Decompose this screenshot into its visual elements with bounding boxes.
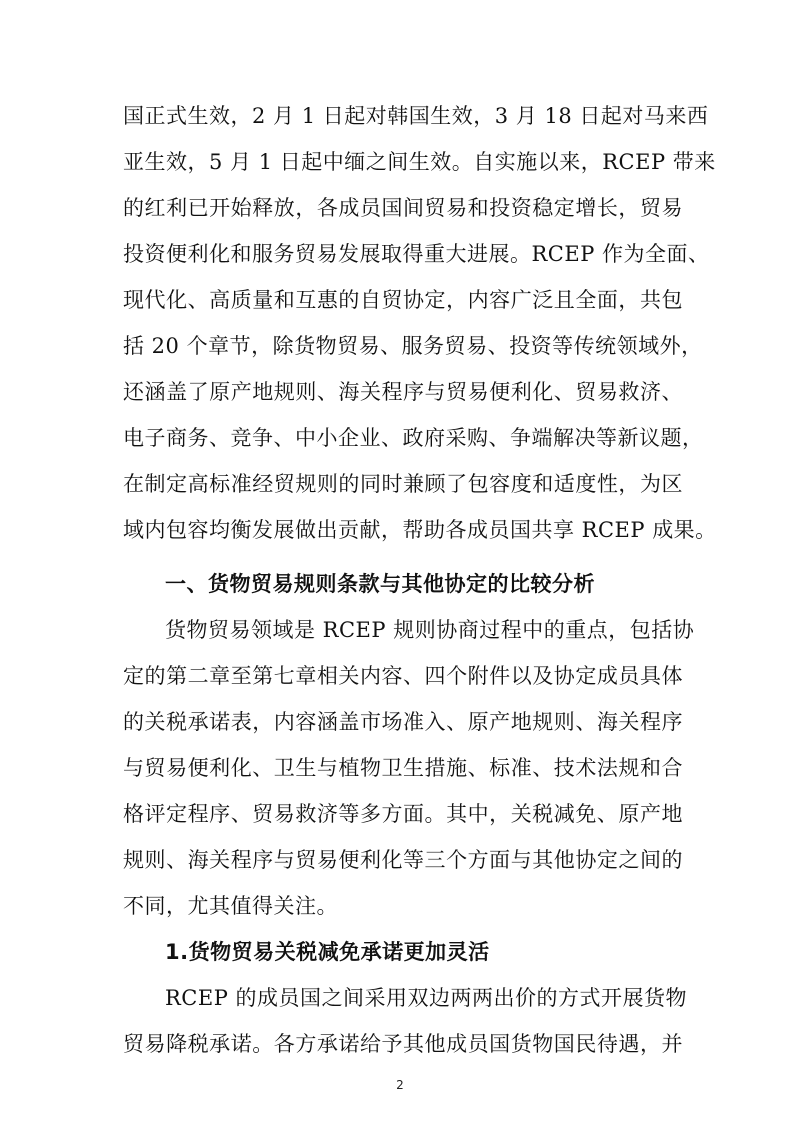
- text-line: 的关税承诺表，内容涵盖市场准入、原产地规则、海关程序: [123, 710, 683, 734]
- text-line: RCEP 的成员国之间采用双边两两出价的方式开展货物: [165, 986, 688, 1010]
- text-line: 的红利已开始释放，各成员国间贸易和投资稳定增长，贸易: [123, 196, 683, 220]
- text-line: 国正式生效，2 月 1 日起对韩国生效，3 月 18 日起对马来西: [123, 104, 709, 128]
- text-line: 括 20 个章节，除货物贸易、服务贸易、投资等传统领域外，: [123, 334, 703, 358]
- text-line: 域内包容均衡发展做出贡献，帮助各成员国共享 RCEP 成果。: [123, 518, 717, 542]
- text-line: 投资便利化和服务贸易发展取得重大进展。RCEP 作为全面、: [123, 242, 710, 266]
- text-line: 电子商务、竞争、中小企业、政府采购、争端解决等新议题，: [123, 426, 704, 450]
- text-line: 亚生效，5 月 1 日起中缅之间生效。自实施以来，RCEP 带来: [123, 150, 716, 174]
- text-line: 还涵盖了原产地规则、海关程序与贸易便利化、贸易救济、: [123, 380, 683, 404]
- page-number: 2: [396, 1078, 404, 1092]
- text-line: 格评定程序、贸易救济等多方面。其中，关税减免、原产地: [123, 802, 683, 826]
- text-line: 规则、海关程序与贸易便利化等三个方面与其他协定之间的: [123, 848, 683, 872]
- text-line: 货物贸易领域是 RCEP 规则协商过程中的重点，包括协: [165, 618, 695, 642]
- text-line: 不同，尤其值得关注。: [123, 894, 338, 918]
- text-line: 在制定高标准经贸规则的同时兼顾了包容度和适度性，为区: [123, 472, 683, 496]
- text-line: 定的第二章至第七章相关内容、四个附件以及协定成员具体: [123, 664, 683, 688]
- section-heading-goods-trade: 一、货物贸易规则条款与其他协定的比较分析: [165, 572, 595, 596]
- text-line: 现代化、高质量和互惠的自贸协定，内容广泛且全面，共包: [123, 288, 683, 312]
- subsection-heading-tariff: 1.货物贸易关税减免承诺更加灵活: [165, 940, 490, 964]
- text-line: 与贸易便利化、卫生与植物卫生措施、标准、技术法规和合: [123, 756, 683, 780]
- text-line: 贸易降税承诺。各方承诺给予其他成员国货物国民待遇，并: [123, 1032, 683, 1056]
